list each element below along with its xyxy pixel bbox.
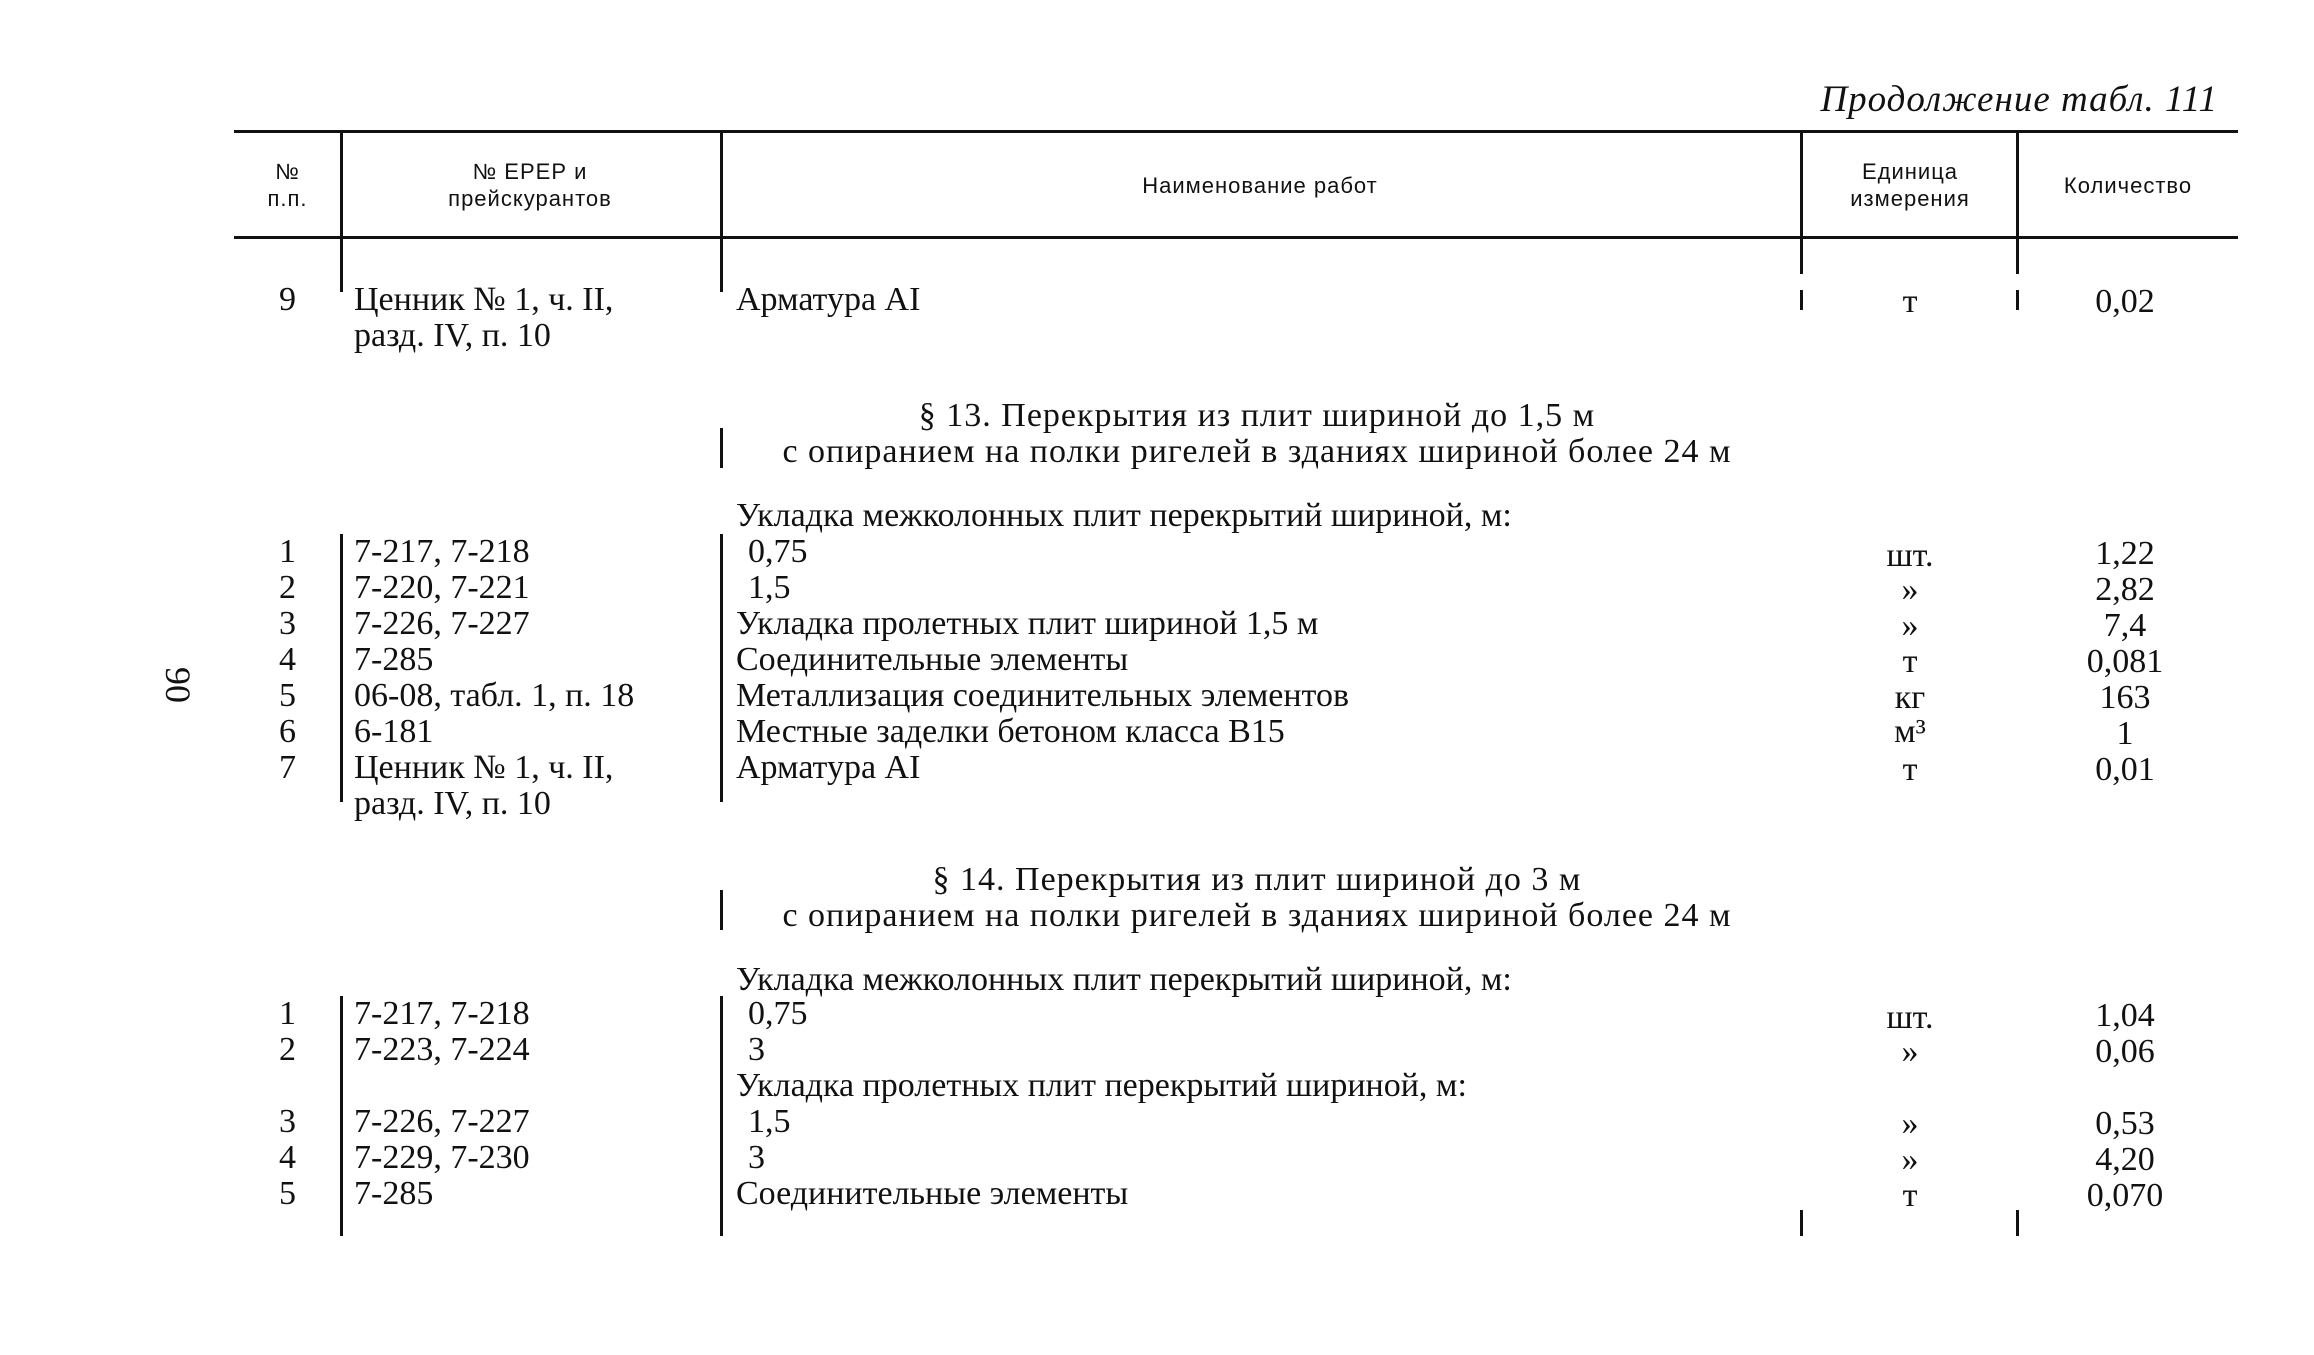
table-row-unit: т <box>1902 751 1918 788</box>
table-row-name: Соединительные элементы <box>736 641 1129 678</box>
row-name: Арматура АI <box>736 281 921 318</box>
table-row-code: 7-217, 7-218 <box>354 995 530 1032</box>
column-header-unit: Единица измерения <box>1850 159 1970 211</box>
header-bottom-rule <box>234 236 2238 239</box>
table-row-quantity: 0,070 <box>2086 1177 2164 1214</box>
table-row-code: 7-223, 7-224 <box>354 1031 530 1068</box>
table-row-number: 7 <box>279 749 296 786</box>
table-row-quantity: 4,20 <box>2095 1141 2155 1178</box>
table-row-unit: » <box>1901 1105 1919 1142</box>
table-row-unit: шт. <box>1886 999 1934 1036</box>
column-divider <box>720 238 723 292</box>
section-14-subtitle: с опиранием на полки ригелей в зданиях шириной более 24 м <box>782 897 1732 934</box>
table-row-unit: » <box>1901 571 1919 608</box>
table-row-quantity: 7,4 <box>2103 607 2147 644</box>
column-divider <box>2016 132 2019 236</box>
table-row-number: 4 <box>279 1139 296 1176</box>
column-divider <box>720 534 723 802</box>
column-divider <box>340 534 343 802</box>
table-row-quantity: 2,82 <box>2095 571 2155 608</box>
row-number: 9 <box>279 281 296 318</box>
table-row-number: 5 <box>279 677 296 714</box>
column-header-number: № п.п. <box>267 159 308 211</box>
table-row-number: 4 <box>279 641 296 678</box>
table-row-number: 5 <box>279 1175 296 1212</box>
row-code-continuation: разд. IV, п. 10 <box>354 317 551 354</box>
table-row-number: 2 <box>279 569 296 606</box>
table-row-code: 7-285 <box>354 1175 434 1212</box>
column-divider <box>2016 238 2019 274</box>
table-row-quantity: 0,53 <box>2095 1105 2155 1142</box>
column-header-name: Наименование работ <box>1142 173 1378 198</box>
table-row-name: Укладка пролетных плит шириной 1,5 м <box>736 605 1319 642</box>
column-header-quantity: Количество <box>2063 173 2193 198</box>
table-row-name: 0,75 <box>748 533 808 570</box>
table-row-code: 7-229, 7-230 <box>354 1139 530 1176</box>
column-header-code: № ЕРЕР и прейскурантов <box>448 159 612 211</box>
table-row-code: 7-285 <box>354 641 434 678</box>
table-row-quantity: 0,01 <box>2095 751 2155 788</box>
table-row-quantity: 1,04 <box>2095 997 2155 1034</box>
table-row-code: 7-226, 7-227 <box>354 1103 530 1140</box>
table-row-code: 7-217, 7-218 <box>354 533 530 570</box>
table-row-code-continuation: разд. IV, п. 10 <box>354 785 551 822</box>
table-row-name: Местные заделки бетоном класса В15 <box>736 713 1285 750</box>
table-row-name: Арматура АI <box>736 749 921 786</box>
row-unit: т <box>1902 283 1918 320</box>
table-row-code: 6-181 <box>354 713 434 750</box>
table-row-unit: м³ <box>1894 713 1926 750</box>
section-13-title: § 13. Перекрытия из плит шириной до 1,5 м <box>918 397 1596 434</box>
table-row-unit: т <box>1902 1177 1918 1214</box>
section-14-title: § 14. Перекрытия из плит шириной до 3 м <box>932 861 1582 898</box>
column-divider <box>340 132 343 236</box>
column-divider <box>720 132 723 236</box>
column-divider <box>720 996 723 1236</box>
table-row-name: 0,75 <box>748 995 808 1032</box>
table-row-unit: » <box>1901 1141 1919 1178</box>
table-row-quantity: 0,081 <box>2086 643 2164 680</box>
table-row-unit: шт. <box>1886 537 1934 574</box>
table-row-number: 3 <box>279 1103 296 1140</box>
continuation-title: Продолжение табл. 111 <box>1820 79 2218 120</box>
table-top-rule <box>234 130 2238 133</box>
table-row-number: 1 <box>279 995 296 1032</box>
column-divider <box>1800 238 1803 274</box>
section-14-subheading: Укладка пролетных плит перекрытий шириной, м: <box>736 1067 1467 1104</box>
table-row-quantity: 1,22 <box>2095 535 2155 572</box>
table-row-name: Металлизация соединительных элементов <box>736 677 1350 714</box>
table-row-number: 1 <box>279 533 296 570</box>
table-row-quantity: 0,06 <box>2095 1033 2155 1070</box>
section-13-subheading: Укладка межколонных плит перекрытий шириной, м: <box>736 497 1512 534</box>
table-row-unit: кг <box>1894 679 1926 716</box>
table-row-code: 7-226, 7-227 <box>354 605 530 642</box>
table-row-number: 2 <box>279 1031 296 1068</box>
table-row-number: 3 <box>279 605 296 642</box>
column-divider <box>340 238 343 292</box>
table-row-name: Соединительные элементы <box>736 1175 1129 1212</box>
column-divider <box>1800 132 1803 236</box>
section-13-subtitle: с опиранием на полки ригелей в зданиях шириной более 24 м <box>782 433 1732 470</box>
table-row-name: 1,5 <box>748 1103 791 1140</box>
table-row-code: 06-08, табл. 1, п. 18 <box>354 677 635 714</box>
table-row-unit: » <box>1901 1033 1919 1070</box>
table-row-name: 3 <box>748 1139 765 1176</box>
table-row-name: 1,5 <box>748 569 791 606</box>
table-row-unit: » <box>1901 607 1919 644</box>
row-code: Ценник № 1, ч. II, <box>354 281 614 318</box>
table-row-number: 6 <box>279 713 296 750</box>
page-number: 90 <box>158 667 198 703</box>
table-row-code: Ценник № 1, ч. II, <box>354 749 614 786</box>
column-divider <box>340 996 343 1236</box>
table-row-quantity: 1 <box>2116 715 2134 752</box>
section-14-subheading: Укладка межколонных плит перекрытий шириной, м: <box>736 961 1512 998</box>
row-quantity: 0,02 <box>2095 283 2155 320</box>
table-row-unit: т <box>1902 643 1918 680</box>
table-row-name: 3 <box>748 1031 765 1068</box>
table-row-code: 7-220, 7-221 <box>354 569 530 606</box>
table-row-quantity: 163 <box>2099 679 2151 716</box>
